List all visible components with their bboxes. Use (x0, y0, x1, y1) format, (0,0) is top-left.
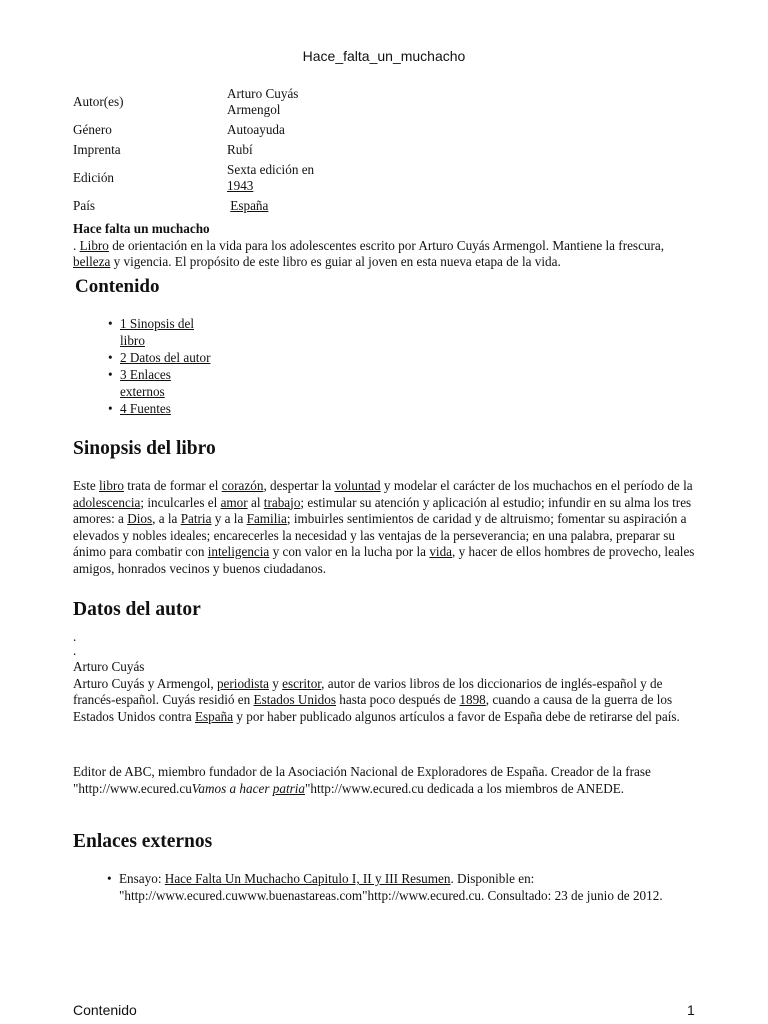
infobox-row-imprenta (73, 140, 337, 160)
stray-dot: . (73, 643, 77, 658)
trabajo-link[interactable]: trabajo (263, 494, 301, 510)
infobox-label: País (73, 197, 95, 213)
infobox-row-genero (73, 120, 337, 140)
year-1898-link[interactable]: 1898 (459, 692, 486, 707)
infobox-label: Autor(es) (73, 93, 124, 109)
body-text: Editor de ABC, miembro fundador de la Asociación Nacional de Exploradores de España. Creador de la frase "http://www.ecured.cu (73, 764, 651, 796)
body-text: ; imbuirles sentimientos de caridad y de altruismo; fomentar su aspiración a elevados y nobles ideales; encarecerles la necesidad y las ventajas de la perseverancia; en una palabra, preparar su ánimo para combatir con (73, 511, 687, 559)
infobox-label: Edición (73, 169, 115, 185)
toc-title: Contenido (75, 276, 160, 297)
ensayo-link[interactable]: Hace Falta Un Muchacho Capitulo I, II y III Resumen (164, 871, 451, 886)
body-text: y a la (211, 511, 247, 526)
infobox-table (73, 84, 337, 216)
toc-item (108, 349, 218, 366)
page-number: 1 (687, 1002, 695, 1018)
year-1943-link[interactable]: 1943 (227, 178, 254, 193)
body-text: , y hacer de ellos hombres de provecho, leales amigos, honrados vecinos y buenos ciudadanos. (73, 544, 695, 576)
infobox-value (227, 84, 337, 120)
toc-item (108, 366, 218, 400)
espana-link[interactable]: España (194, 708, 234, 724)
author-name: Arturo Cuyás (73, 659, 145, 674)
estados-unidos-link[interactable]: Estados Unidos (253, 692, 336, 707)
periodista-link[interactable]: periodista (216, 675, 269, 691)
libro-link[interactable]: Libro (79, 237, 109, 253)
toc-link-sinopsis[interactable]: 1 Sinopsis del libro (120, 316, 195, 348)
toc-item (108, 400, 218, 417)
external-links-list (107, 871, 677, 904)
body-text: , despertar la (263, 478, 335, 493)
body-text: , cuando a causa de la guerra de los Estados Unidos contra (73, 692, 673, 724)
toc-item (108, 315, 218, 349)
toc-link-fuentes[interactable]: 4 Fuentes (120, 401, 171, 416)
amor-link[interactable]: amor (220, 494, 248, 510)
lead-paragraph (73, 221, 693, 271)
autor-value-line1: Arturo Cuyás (227, 85, 299, 101)
infobox-row-pais (73, 196, 337, 216)
lead-text: y vigencia. El propósito de este libro es guiar al joven en esta nueva etapa de la vida. (110, 254, 561, 269)
body-text: y modelar el carácter de los muchachos en el período de la (380, 478, 693, 493)
infobox-value: Autoayuda (227, 121, 285, 137)
lead-text: . (73, 237, 80, 253)
body-text: al (247, 494, 264, 510)
sinopsis-heading: Sinopsis del libro (73, 438, 216, 459)
lead-title: Hace falta un muchacho (73, 221, 210, 236)
autor-paragraph-1 (73, 659, 698, 725)
espana-link[interactable]: España (230, 197, 269, 213)
adolescencia-link[interactable]: adolescencia (73, 494, 141, 510)
enlaces-heading: Enlaces externos (73, 831, 213, 852)
body-text: "http://www.ecured.cu dedicada a los miembros de ANEDE. (305, 780, 625, 796)
toc-link-autor[interactable]: 2 Datos del autor (120, 350, 211, 365)
body-text: Este (73, 478, 100, 493)
infobox-label: Género (73, 121, 112, 137)
autor-paragraph-2 (73, 764, 698, 797)
italic-text: Vamos a hacer (191, 780, 273, 796)
autor-value-line2: Armengol (227, 102, 281, 117)
inteligencia-link[interactable]: inteligencia (207, 544, 270, 559)
patria-link[interactable]: Patria (180, 511, 212, 526)
body-text: y (268, 675, 283, 691)
infobox-value: Rubí (227, 141, 253, 157)
infobox-row-edicion (73, 160, 337, 196)
libro-link[interactable]: libro (99, 478, 124, 493)
familia-link[interactable]: Familia (246, 511, 287, 526)
toc-link-enlaces[interactable]: 3 Enlaces externos (120, 367, 171, 399)
stray-dot: . (73, 629, 77, 644)
body-text: Arturo Cuyás y Armengol, (73, 675, 217, 691)
patria-link[interactable]: patria (272, 780, 305, 796)
dios-link[interactable]: Dios (127, 511, 153, 526)
body-text: y por haber publicado algunos artículos a favor de España debe de retirarse del país. (233, 708, 680, 724)
footer-label: Contenido (73, 1002, 137, 1018)
lead-text: de orientación en la vida para los adolescentes escrito por Arturo Cuyás Armengol. Mantiene la frescura, (108, 237, 665, 253)
autor-heading: Datos del autor (73, 599, 201, 620)
body-text: ; inculcarles el (140, 494, 221, 510)
infobox-label: Imprenta (73, 141, 121, 157)
table-of-contents (108, 315, 218, 417)
infobox-value (227, 196, 337, 216)
page-header-title: Hace_falta_un_muchacho (302, 48, 466, 64)
infobox-row-autor (73, 84, 337, 120)
body-text: ; estimular su atención y aplicación al estudio; infundir en su alma los tres amores: a (73, 494, 692, 526)
voluntad-link[interactable]: voluntad (334, 478, 381, 493)
body-text: y con valor en la lucha por la (269, 544, 430, 559)
body-text: , a la (152, 511, 181, 526)
body-text: trata de formar el (123, 478, 222, 493)
sinopsis-paragraph (73, 478, 698, 577)
body-text: , autor de varios libros de los diccionarios de inglés-español y de francés-español. Cuyás residió en (73, 675, 663, 707)
corazon-link[interactable]: corazón (221, 478, 264, 493)
edicion-value-text: Sexta edición en (227, 161, 315, 177)
list-item (107, 871, 677, 904)
belleza-link[interactable]: belleza (73, 254, 111, 269)
infobox-value (227, 160, 337, 196)
escritor-link[interactable]: escritor (282, 675, 322, 691)
body-text: Ensayo: (119, 871, 165, 886)
body-text: hasta poco después de (335, 692, 460, 707)
vida-link[interactable]: vida (429, 544, 453, 559)
body-text: . Disponible en: "http://www.ecured.cuwww.buenastareas.com"http://www.ecured.cu. Consultado: 23 de junio de 2012. (119, 871, 663, 903)
